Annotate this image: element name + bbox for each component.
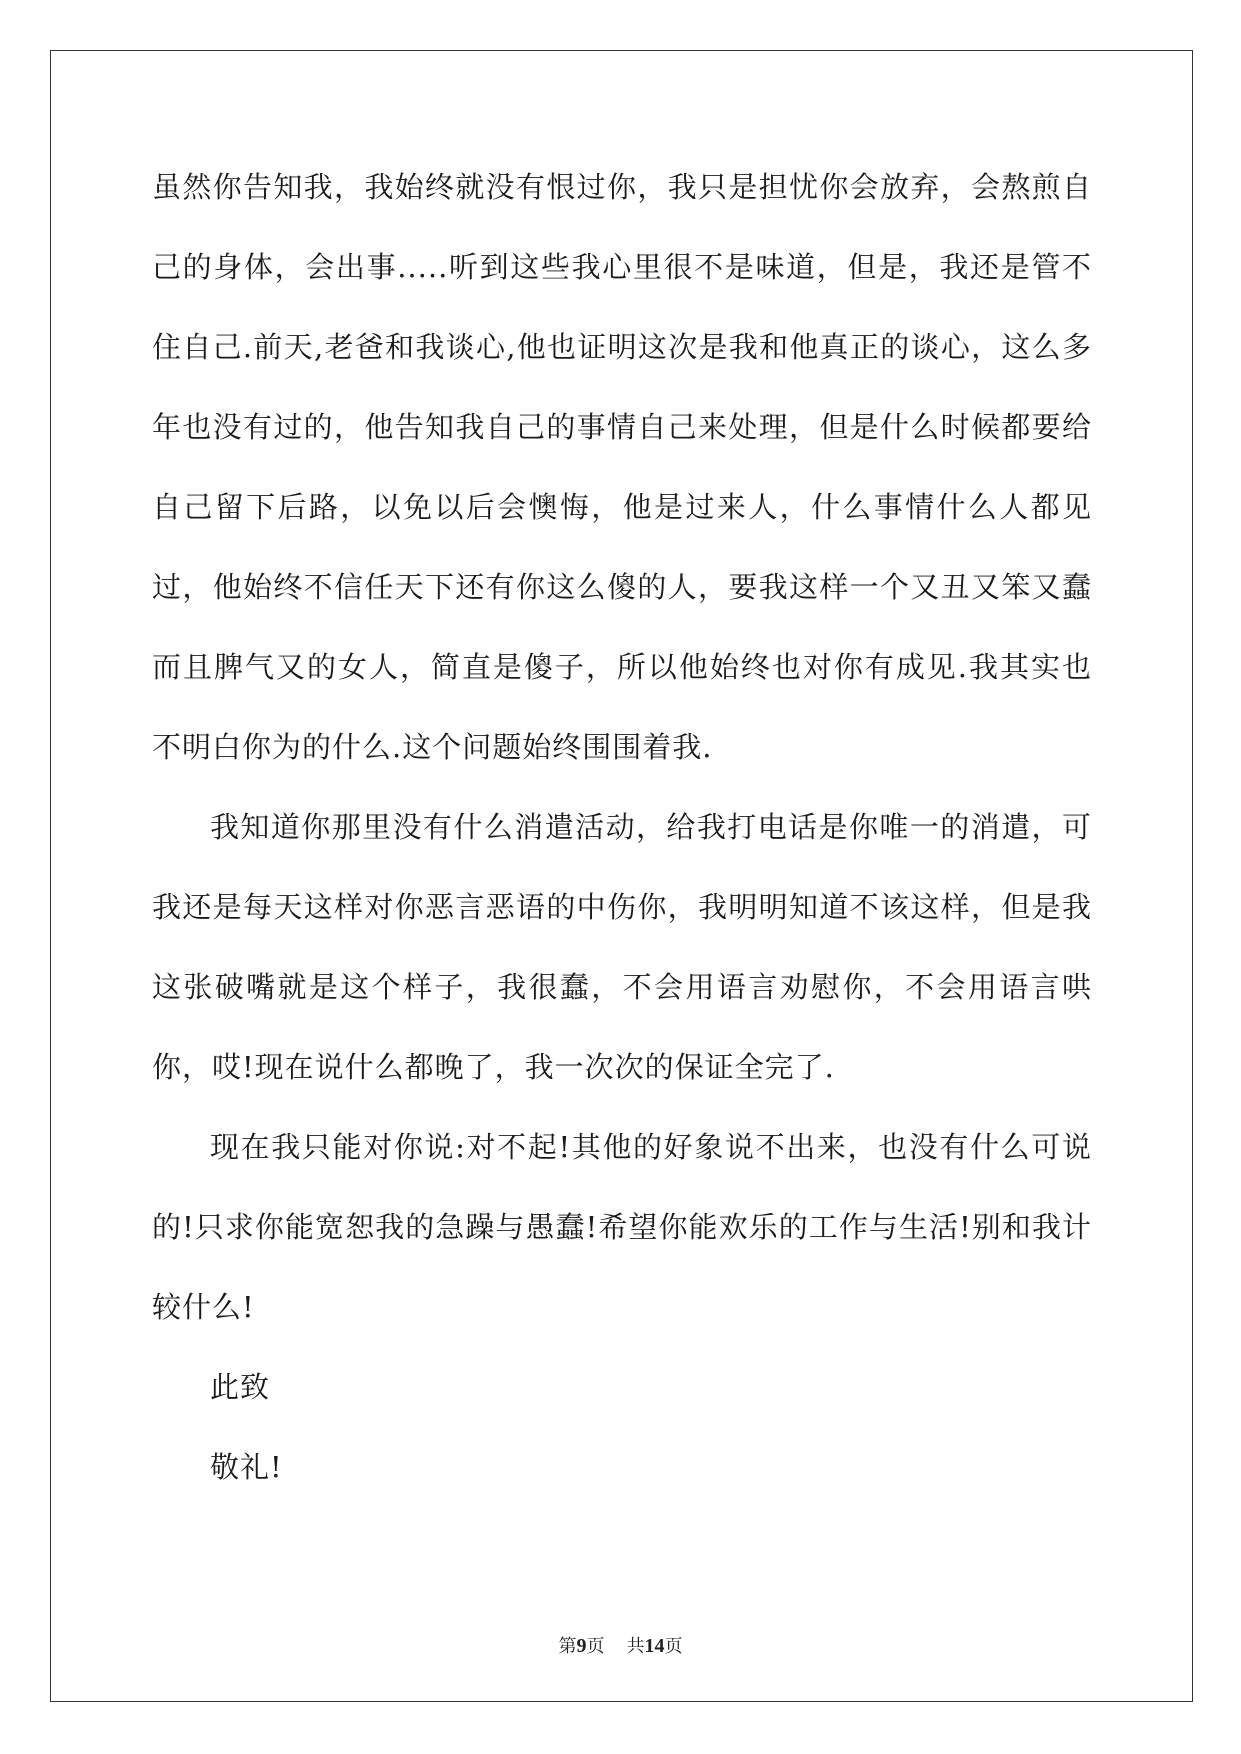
footer-total-pages: 14 <box>644 1635 665 1657</box>
paragraph-2: 我知道你那里没有什么消遣活动，给我打电话是你唯一的消遣，可我还是每天这样对你恶言恶语的中伤你，我明明知道不该这样，但是我这张破嘴就是这个样子，我很蠢，不会用语言劝慰你，不会用语言哄你，哎!现在说什么都晚了，我一次次的保证全完了. <box>152 810 1092 1084</box>
footer-total-suffix: 页 <box>664 1636 683 1657</box>
footer-page-word: 页 <box>586 1636 605 1657</box>
closing-salutation: 此致 <box>210 1370 271 1404</box>
paragraph-3: 现在我只能对你说:对不起!其他的好象说不出来，也没有什么可说的!只求你能宽恕我的急躁与愚蠢!希望你能欢乐的工作与生活!别和我计较什么! <box>152 1130 1092 1324</box>
page-footer <box>0 1632 1241 1658</box>
footer-current-page: 9 <box>576 1635 587 1657</box>
document-body <box>152 150 1092 1507</box>
paragraph-1: 虽然你告知我，我始终就没有恨过你，我只是担忧你会放弃，会熬煎自己的身体，会出事.....听到这些我心里很不是味道，但是，我还是管不住自己.前天,老爸和我谈心,他也证明这次是我和他真正的谈心，这么多年也没有过的，他告知我自己的事情自己来处理，但是什么时候都要给自己留下后路，以免以后会懊悔，他是过来人，什么事情什么人都见过，他始终不信任天下还有你这么傻的人，要我这样一个又丑又笨又蠢而且脾气又的女人，简直是傻子，所以他始终也对你有成见.我其实也不明白你为的什么.这个问题始终围围着我. <box>152 170 1092 764</box>
closing-regards: 敬礼! <box>210 1450 283 1484</box>
footer-total-prefix: 共 <box>626 1636 645 1657</box>
footer-prefix: 第 <box>558 1636 577 1657</box>
